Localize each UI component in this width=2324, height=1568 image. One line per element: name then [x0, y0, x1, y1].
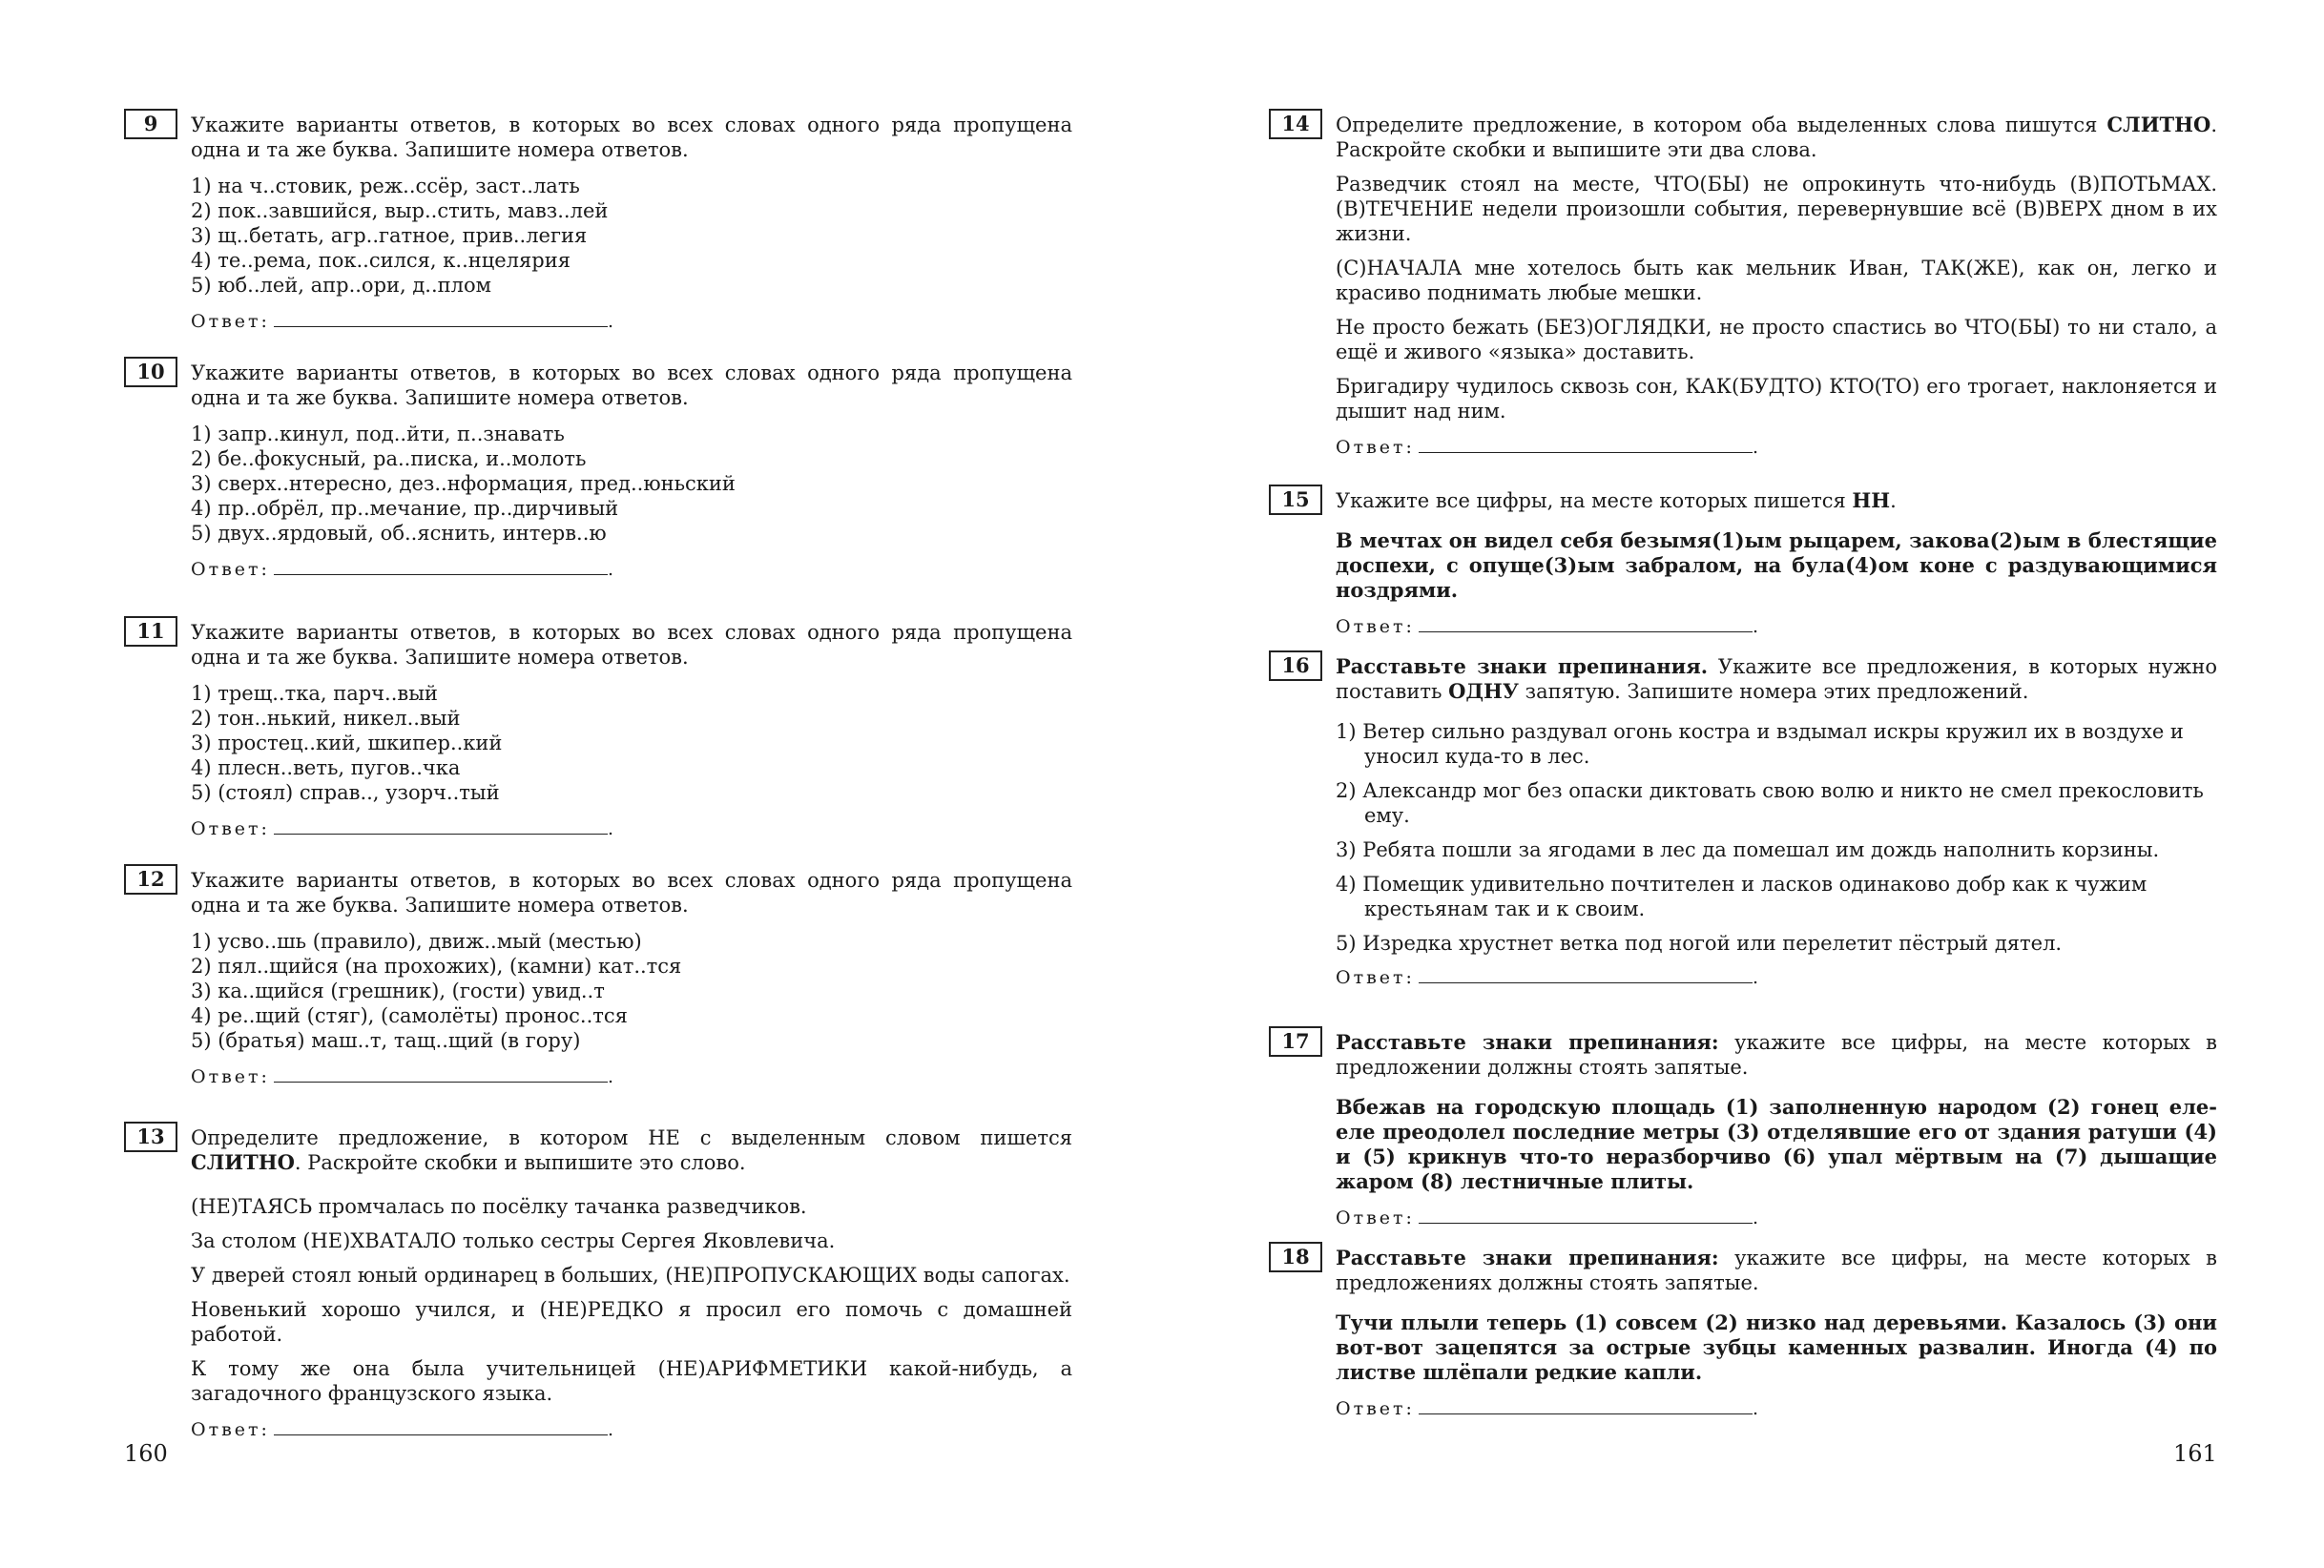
task-question: Укажите варианты ответов, в которых во всех словах одного ряда пропущена одна и та же буква. Запишите номера ответов. — [191, 361, 1072, 409]
answer-label: Ответ: — [191, 311, 270, 332]
task-17 — [1269, 1030, 2217, 1230]
sentence: Разведчик стоял на месте, ЧТО(БЫ) не опрокинуть что-нибудь (В)ПОТЬМАХ. (В)ТЕЧЕНИЕ недели произошли события, перевернувшие всё (В)ВЕРХ дном в их жизни. — [1336, 173, 2217, 245]
option: 1) усво..шь (правило), движ..мый (местью) — [191, 930, 642, 953]
option: 3) ка..щийся (грешник), (гости) увид..т — [191, 980, 605, 1002]
task-question: Укажите все цифры, на месте которых пишется НН. — [1336, 488, 1897, 512]
answer-field[interactable]: Ответ: . — [1336, 616, 1758, 637]
task-text: Вбежав на городскую площадь (1) заполненную народом (2) гонец еле-еле преодолел последние метры (3) отделявшие его от здания ратуши (4) и (5) крикнув что-то неразборчиво (6) упал мёртвым на (7) дышащие жаром (8) лестничные плиты. — [1336, 1095, 2217, 1193]
option: 1) Ветер сильно раздувал огонь костра и вздымал искры кружил их в воздухе и уносил куда-то в лес. — [1336, 720, 2184, 768]
option: 2) бе..фокусный, ра..писка, и..молоть — [191, 447, 587, 470]
task-number: 11 — [124, 616, 177, 647]
task-question: Расставьте знаки препинания: укажите все цифры, на месте которых в предложении должны стоять запятые. — [1336, 1030, 2217, 1079]
answer-label: Ответ: — [1336, 437, 1415, 458]
task-number: 17 — [1269, 1026, 1322, 1057]
task-number: 13 — [124, 1122, 177, 1152]
sentence: (НЕ)ТАЯСЬ промчалась по посёлку тачанка разведчиков. — [191, 1195, 807, 1218]
task-question: Укажите варианты ответов, в которых во всех словах одного ряда пропущена одна и та же буква. Запишите номера ответов. — [191, 869, 1072, 917]
option: 1) трещ..тка, парч..вый — [191, 682, 438, 705]
answer-label: Ответ: — [1336, 1207, 1415, 1228]
answer-line[interactable] — [1419, 435, 1753, 453]
page-number: 161 — [2173, 1440, 2217, 1467]
answer-line[interactable] — [274, 816, 608, 835]
option: 4) пр..обрёл, пр..мечание, пр..дирчивый — [191, 497, 619, 520]
answer-field[interactable]: Ответ: . — [1336, 967, 1758, 988]
sentence: Новенький хорошо учился, и (НЕ)РЕДКО я просил его помочь с домашней работой. — [191, 1298, 1072, 1346]
task-number: 16 — [1269, 650, 1322, 681]
page-number: 160 — [124, 1440, 168, 1467]
task-9 — [124, 113, 1072, 334]
task-12 — [124, 868, 1072, 1089]
sentence: К тому же она была учительницей (НЕ)АРИФМЕТИКИ какой-нибудь, а загадочного французского языка. — [191, 1357, 1072, 1405]
sentence: (С)НАЧАЛА мне хотелось быть как мельник Иван, ТАК(ЖЕ), как он, легко и красиво поднимать любые мешки. — [1336, 257, 2217, 304]
answer-field[interactable]: Ответ: . — [191, 1419, 613, 1440]
option: 5) (стоял) справ.., узорч..тый — [191, 781, 500, 804]
task-18 — [1269, 1246, 2217, 1421]
answer-field[interactable]: Ответ: . — [1336, 1207, 1758, 1228]
answer-label: Ответ: — [191, 818, 270, 839]
task-number: 9 — [124, 109, 177, 139]
option: 5) Изредка хрустнет ветка под ногой или перелетит пёстрый дятел. — [1336, 932, 2063, 955]
task-number: 15 — [1269, 485, 1322, 515]
task-question: Расставьте знаки препинания: укажите все цифры, на месте которых в предложениях должны стоять запятые. — [1336, 1246, 2217, 1294]
answer-line[interactable] — [274, 557, 608, 575]
task-question: Определите предложение, в котором НЕ с выделенным словом пишется СЛИТНО. Раскройте скобки и выпишите это слово. — [191, 1126, 1072, 1174]
option: 2) пок..завшийся, выр..стить, мавз..лей — [191, 199, 609, 222]
answer-field[interactable]: Ответ: . — [191, 1066, 613, 1087]
answer-field[interactable]: Ответ: . — [191, 311, 613, 332]
option: 2) тон..нький, никел..вый — [191, 707, 461, 730]
option: 1) запр..кинул, под..йти, п..знавать — [191, 423, 565, 445]
option: 4) те..рема, пок..сился, к..нцелярия — [191, 249, 571, 272]
task-15 — [1269, 488, 2217, 639]
task-question: Расставьте знаки препинания. Укажите все предложения, в которых нужно поставить ОДНУ запятую. Запишите номера этих предложений. — [1336, 654, 2217, 703]
option: 3) Ребята пошли за ягодами в лес да помешал им дождь наполнить корзины. — [1336, 838, 2160, 861]
option: 2) пял..щийся (на прохожих), (камни) кат..тся — [191, 955, 682, 978]
task-number: 14 — [1269, 109, 1322, 139]
answer-field[interactable]: Ответ: . — [191, 559, 613, 580]
option: 1) на ч..стовик, реж..ссёр, заст..лать — [191, 175, 580, 197]
option: 3) сверх..нтересно, дез..нформация, пред..юньский — [191, 472, 736, 495]
answer-label: Ответ: — [1336, 1398, 1415, 1419]
options-list — [191, 422, 1072, 546]
answer-label: Ответ: — [191, 1419, 270, 1440]
right-page — [1162, 0, 2324, 1568]
answer-line[interactable] — [274, 1064, 608, 1083]
answer-field[interactable]: Ответ: . — [1336, 437, 1758, 458]
answer-line[interactable] — [1419, 614, 1753, 632]
task-text: В мечтах он видел себя безымя(1)ым рыцарем, закова(2)ым в блестящие доспехи, с опуще(3)ым забралом, на була(4)ом коне с раздувающимися ноздрями. — [1336, 528, 2217, 602]
options-list — [191, 929, 1072, 1053]
option: 3) простец..кий, шкипер..кий — [191, 732, 503, 754]
task-14 — [1269, 113, 2217, 460]
answer-label: Ответ: — [1336, 616, 1415, 637]
answer-label: Ответ: — [1336, 967, 1415, 988]
sentence: Не просто бежать (БЕЗ)ОГЛЯДКИ, не просто спастись во ЧТО(БЫ) то ни стало, а ещё и живого «языка» доставить. — [1336, 316, 2217, 363]
answer-line[interactable] — [1419, 965, 1753, 983]
sentence: У дверей стоял юный ординарец в больших, (НЕ)ПРОПУСКАЮЩИХ воды сапогах. — [191, 1264, 1070, 1287]
task-number: 12 — [124, 864, 177, 895]
task-text: Тучи плыли теперь (1) совсем (2) низко над деревьями. Казалось (3) они вот-вот зацепятся за острые зубцы каменных развалин. Иногда (4) по листве шлёпали редкие капли. — [1336, 1310, 2217, 1384]
option: 5) юб..лей, апр..ори, д..плом — [191, 274, 491, 297]
task-13 — [124, 1125, 1072, 1442]
answer-line[interactable] — [274, 1417, 608, 1435]
option: 4) ре..щий (стяг), (самолёты) пронос..тся — [191, 1004, 628, 1027]
answer-label: Ответ: — [191, 1066, 270, 1087]
option: 3) щ..бетать, агр..гатное, прив..легия — [191, 224, 588, 247]
option: 2) Александр мог без опаски диктовать свою волю и никто не смел прекословить ему. — [1336, 779, 2204, 827]
option: 5) (братья) маш..т, тащ..щий (в гору) — [191, 1029, 581, 1052]
answer-line[interactable] — [274, 309, 608, 327]
task-number: 18 — [1269, 1242, 1322, 1272]
sentence: Бригадиру чудилось сквозь сон, КАК(БУДТО) КТО(ТО) его трогает, наклоняется и дышит над ним. — [1336, 375, 2217, 423]
sentence: За столом (НЕ)ХВАТАЛО только сестры Сергея Яковлевича. — [191, 1229, 836, 1252]
option: 4) Помещик удивительно почтителен и ласков одинаково добр как к чужим крестьянам так и к своим. — [1336, 873, 2148, 920]
task-16 — [1269, 654, 2217, 990]
task-question: Укажите варианты ответов, в которых во всех словах одного ряда пропущена одна и та же буква. Запишите номера ответов. — [191, 113, 1072, 161]
answer-line[interactable] — [1419, 1206, 1753, 1224]
option: 4) плесн..веть, пугов..чка — [191, 756, 461, 779]
task-10 — [124, 361, 1072, 582]
task-number: 10 — [124, 357, 177, 387]
options-list — [1336, 719, 2217, 956]
option: 5) двух..ярдовый, об..яснить, интерв..ю — [191, 522, 607, 545]
task-11 — [124, 620, 1072, 841]
task-question: Укажите варианты ответов, в которых во всех словах одного ряда пропущена одна и та же буква. Запишите номера ответов. — [191, 621, 1072, 669]
answer-field[interactable]: Ответ: . — [1336, 1398, 1758, 1419]
answer-line[interactable] — [1419, 1396, 1753, 1414]
answer-label: Ответ: — [191, 559, 270, 580]
answer-field[interactable]: Ответ: . — [191, 818, 613, 839]
task-question: Определите предложение, в котором оба выделенных слова пишутся СЛИТНО. Раскройте скобки и выпишите эти два слова. — [1336, 113, 2217, 161]
options-list — [191, 174, 1072, 298]
options-list — [191, 681, 1072, 805]
